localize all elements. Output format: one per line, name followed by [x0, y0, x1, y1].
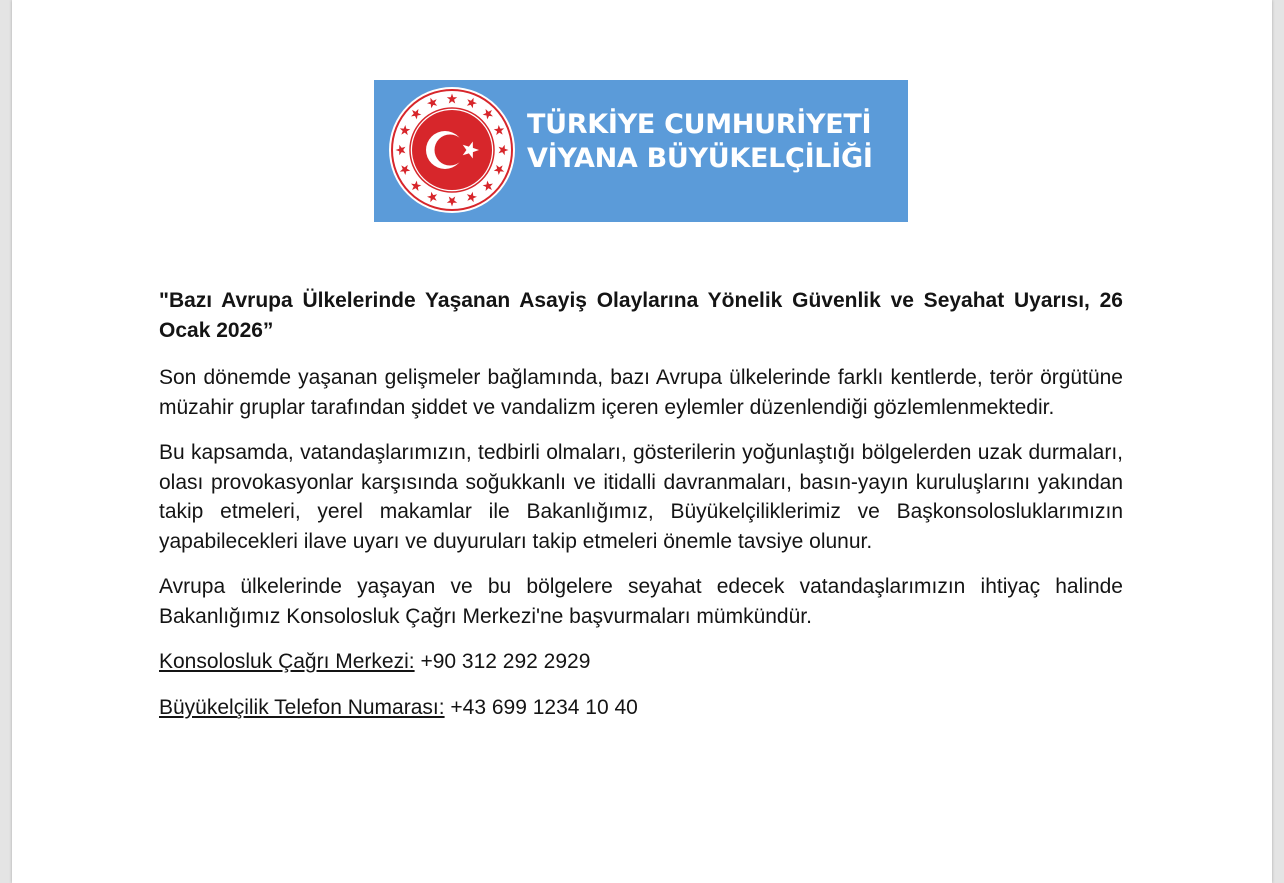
banner-title-line1: TÜRKİYE CUMHURİYETİ: [527, 109, 872, 140]
banner-title: [527, 108, 873, 176]
contact-phone: +90 312 292 2929: [420, 650, 591, 673]
document-body: [159, 286, 1123, 738]
contact-label: Konsolosluk Çağrı Merkezi:: [159, 650, 415, 673]
contact-phone: +43 699 1234 10 40: [450, 695, 638, 719]
contact-embassy-phone: [159, 693, 1123, 723]
document-page: [12, 0, 1272, 883]
embassy-banner: [374, 80, 908, 222]
document-title: "Bazı Avrupa Ülkelerinde Yaşanan Asayiş Olaylarına Yönelik Güvenlik ve Seyahat Uyarısı, 26 Ocak 2026”: [159, 289, 1123, 342]
presidential-seal-icon: [386, 84, 518, 216]
paragraph-2: Bu kapsamda, vatandaşlarımızın, tedbirli olmaları, gösterilerin yoğunlaştığı bölgelerden uzak durmaları, olası provokasyonlar karşısında soğukkanlı ve itidalli davranmaları, basın-yayın kuruluşlarını yakından takip etmeleri, yerel makamlar ile Bakanlığımız, Büyükelçiliklerimiz ve Başkonsolosluklarımızın yapabilecekleri ilave uyarı ve duyuruları takip etmeleri önemle tavsiye olunur.: [159, 441, 1123, 553]
banner-title-line2: VİYANA BÜYÜKELÇİLİĞİ: [527, 143, 873, 174]
paragraph-1: Son dönemde yaşanan gelişmeler bağlamında, bazı Avrupa ülkelerinde farklı kentlerde, terör örgütüne müzahir gruplar tarafından şiddet ve vandalizm içeren eylemler düzenlendiği gözlemlenmektedir.: [159, 366, 1123, 419]
contact-label: Büyükelçilik Telefon Numarası:: [159, 695, 445, 719]
paragraph-3: Avrupa ülkelerinde yaşayan ve bu bölgelere seyahat edecek vatandaşlarımızın ihtiyaç halinde Bakanlığımız Konsolosluk Çağrı Merkezi'ne başvurmaları mümkündür.: [159, 575, 1123, 628]
contact-call-center: [159, 647, 1123, 677]
